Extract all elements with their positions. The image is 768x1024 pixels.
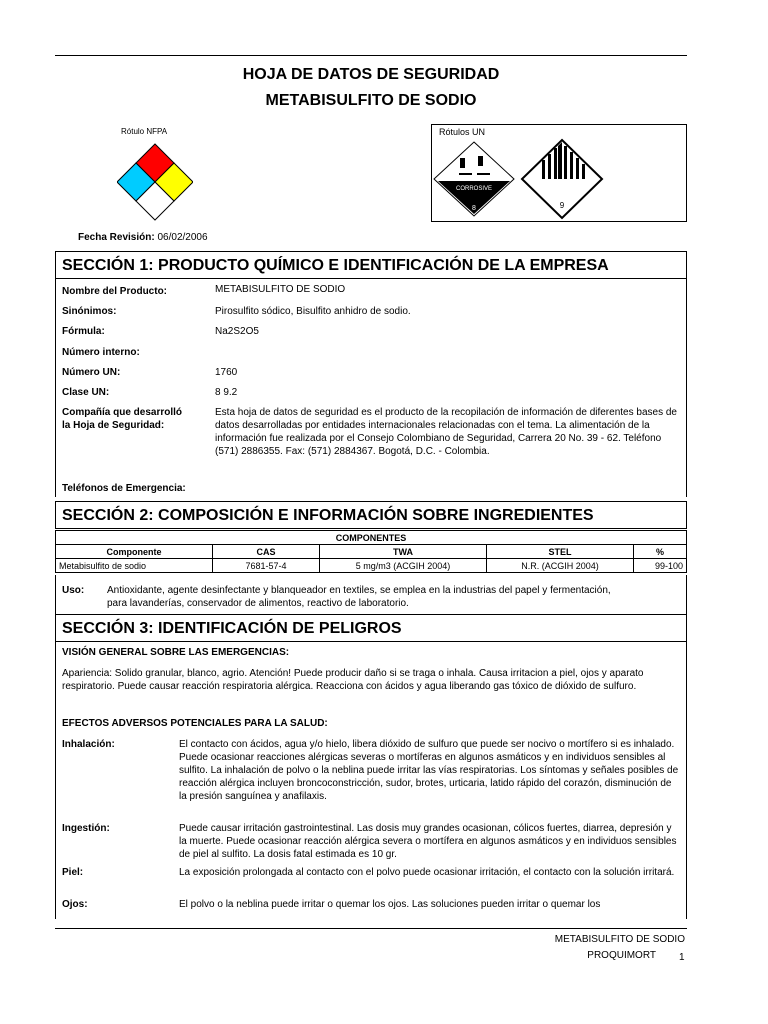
- corrosive-icon: [432, 140, 516, 218]
- corrosive-text: CORROSIVE: [455, 186, 493, 192]
- components-table: [55, 530, 687, 573]
- company-label-2: la Hoja de Seguridad:: [62, 420, 165, 431]
- section3-left-border: [55, 642, 56, 919]
- field-label: Sinónimos:: [62, 306, 117, 317]
- cell-component: Metabisulfito de sodio: [56, 559, 213, 573]
- footer-product: METABISULFITO DE SODIO: [554, 934, 685, 945]
- col-header: STEL: [487, 545, 634, 559]
- col-header: %: [634, 545, 687, 559]
- col-header: Componente: [56, 545, 213, 559]
- corrosive-class: 8: [472, 205, 476, 212]
- cell-cas: 7681-57-4: [213, 559, 320, 573]
- revision-row: [78, 232, 208, 243]
- uso-text: Antioxidante, agente desinfectante y blanqueador en textiles, se emplea en la industrias del papel y fermentación, para lavanderías, conservador de alimentos, reactivo de laboratorio.: [107, 585, 611, 609]
- col-header: CAS: [213, 545, 320, 559]
- field-label: Clase UN:: [62, 387, 110, 398]
- field-label: Fórmula:: [62, 326, 105, 337]
- effect-text-inhalation: El contacto con ácidos, agua y/o hielo, libera dióxido de sulfuro que puede ser nocivo o mortífero si es inhalado. Puede ocasionar reacciones alérgicas severas o mortíferas en algunos asmáticos y en individuos sensibles al sulfito. La inhalación de polvo o la neblina puede irritar las vías respiratorias. Los síntomas y señales posibles de reacción alérgica incluyen broncoconstricción, sudor, brotes, urticaria, latido rápido del corazón, disminución de la presión sanguínea y anafilaxis.: [179, 739, 679, 802]
- section1-left-border: [55, 279, 56, 497]
- section1-right-border: [686, 279, 687, 497]
- effect-text-eyes: El polvo o la neblina puede irritar o quemar los ojos. Las soluciones pueden irritar o quemar los: [179, 899, 601, 910]
- section1-title: SECCIÓN 1: PRODUCTO QUÍMICO E IDENTIFICACIÓN DE LA EMPRESA: [55, 251, 687, 279]
- emergency-label: Teléfonos de Emergencia:: [62, 483, 186, 494]
- table-row: [56, 559, 687, 573]
- field-value: Na2S2O5: [215, 326, 259, 337]
- cell-twa: 5 mg/m3 (ACGIH 2004): [320, 559, 487, 573]
- effect-label-ingestion: Ingestión:: [62, 823, 110, 834]
- footer-company: PROQUIMORT: [587, 950, 656, 961]
- document-subtitle: METABISULFITO DE SODIO: [265, 92, 477, 109]
- document-title: HOJA DE DATOS DE SEGURIDAD: [242, 66, 500, 83]
- class9-misc-icon: [520, 138, 604, 220]
- revision-date: 06/02/2006: [157, 232, 208, 243]
- section3-right-border: [686, 642, 687, 919]
- cell-stel: N.R. (ACGIH 2004): [487, 559, 634, 573]
- field-label: Número UN:: [62, 367, 121, 378]
- section3-title: SECCIÓN 3: IDENTIFICACIÓN DE PELIGROS: [55, 614, 687, 642]
- nfpa-diamond-icon: [117, 143, 193, 221]
- effects-heading: EFECTOS ADVERSOS POTENCIALES PARA LA SALUD:: [62, 718, 328, 729]
- un-labels-title: Rótulos UN: [439, 127, 486, 137]
- revision-label: Fecha Revisión:: [78, 232, 155, 243]
- components-table-title: COMPONENTES: [56, 531, 687, 545]
- uso-right-border: [686, 575, 687, 614]
- effect-text-skin: La exposición prolongada al contacto con el polvo puede ocasionar irritación, el contacto con la solución irritará.: [179, 867, 675, 878]
- uso-label: Uso:: [62, 585, 85, 596]
- vision-text: Apariencia: Solido granular, blanco, agrio. Atención! Puede producir daño si se traga o inhala. Causa irritacion a piel, ojos y aparato respiratorio. Puede causar reacción respiratoria alérgica. Reacciona con ácidos y agua liberando gas tóxico de dióxido de sulfuro.: [62, 668, 644, 692]
- company-label-1: Compañía que desarrolló: [62, 407, 183, 418]
- cell-percent: 99-100: [634, 559, 687, 573]
- effect-label-inhalation: Inhalación:: [62, 739, 115, 750]
- section2-title: SECCIÓN 2: COMPOSICIÓN E INFORMACIÓN SOBRE INGREDIENTES: [55, 501, 687, 529]
- company-text: Esta hoja de datos de seguridad es el producto de la recopilación de información de diferentes bases de datos desarrolladas por entidades internacionales relacionadas con el tema. La alimentación de la información fue realizada por el Consejo Colombiano de Seguridad, Carrera 20 No. 39 - 62. Teléfono (571) 2886355. Fax: (571) 2884367. Bogotá, D.C. - Colombia.: [215, 407, 677, 457]
- field-label: Número interno:: [62, 347, 140, 358]
- field-value: 8 9.2: [215, 387, 238, 398]
- uso-left-border: [55, 575, 56, 614]
- misc-class: 9: [559, 201, 565, 210]
- effect-text-ingestion: Puede causar irritación gastrointestinal. Las dosis muy grandes ocasionan, cólicos fuertes, diarrea, depresión y la muerte. Puede ocasionar reacción alérgica severa o mortífera en algunos asmáticos y en individuos sensibles de piel al sulfito. La dosis fatal estimada es 10 gr.: [179, 823, 677, 860]
- nfpa-label: Rótulo NFPA: [121, 127, 168, 136]
- field-value: METABISULFITO DE SODIO: [215, 284, 346, 295]
- effect-label-eyes: Ojos:: [62, 899, 88, 910]
- effect-label-skin: Piel:: [62, 867, 84, 878]
- footer-rule: [55, 928, 687, 929]
- vision-heading: VISIÓN GENERAL SOBRE LAS EMERGENCIAS:: [62, 647, 290, 658]
- footer-page-number: 1: [679, 952, 685, 963]
- field-label: Nombre del Producto:: [62, 286, 168, 297]
- col-header: TWA: [320, 545, 487, 559]
- field-value: Pirosulfito sódico, Bisulfito anhidro de sodio.: [215, 306, 411, 317]
- field-value: 1760: [215, 367, 238, 378]
- top-rule: [55, 55, 687, 56]
